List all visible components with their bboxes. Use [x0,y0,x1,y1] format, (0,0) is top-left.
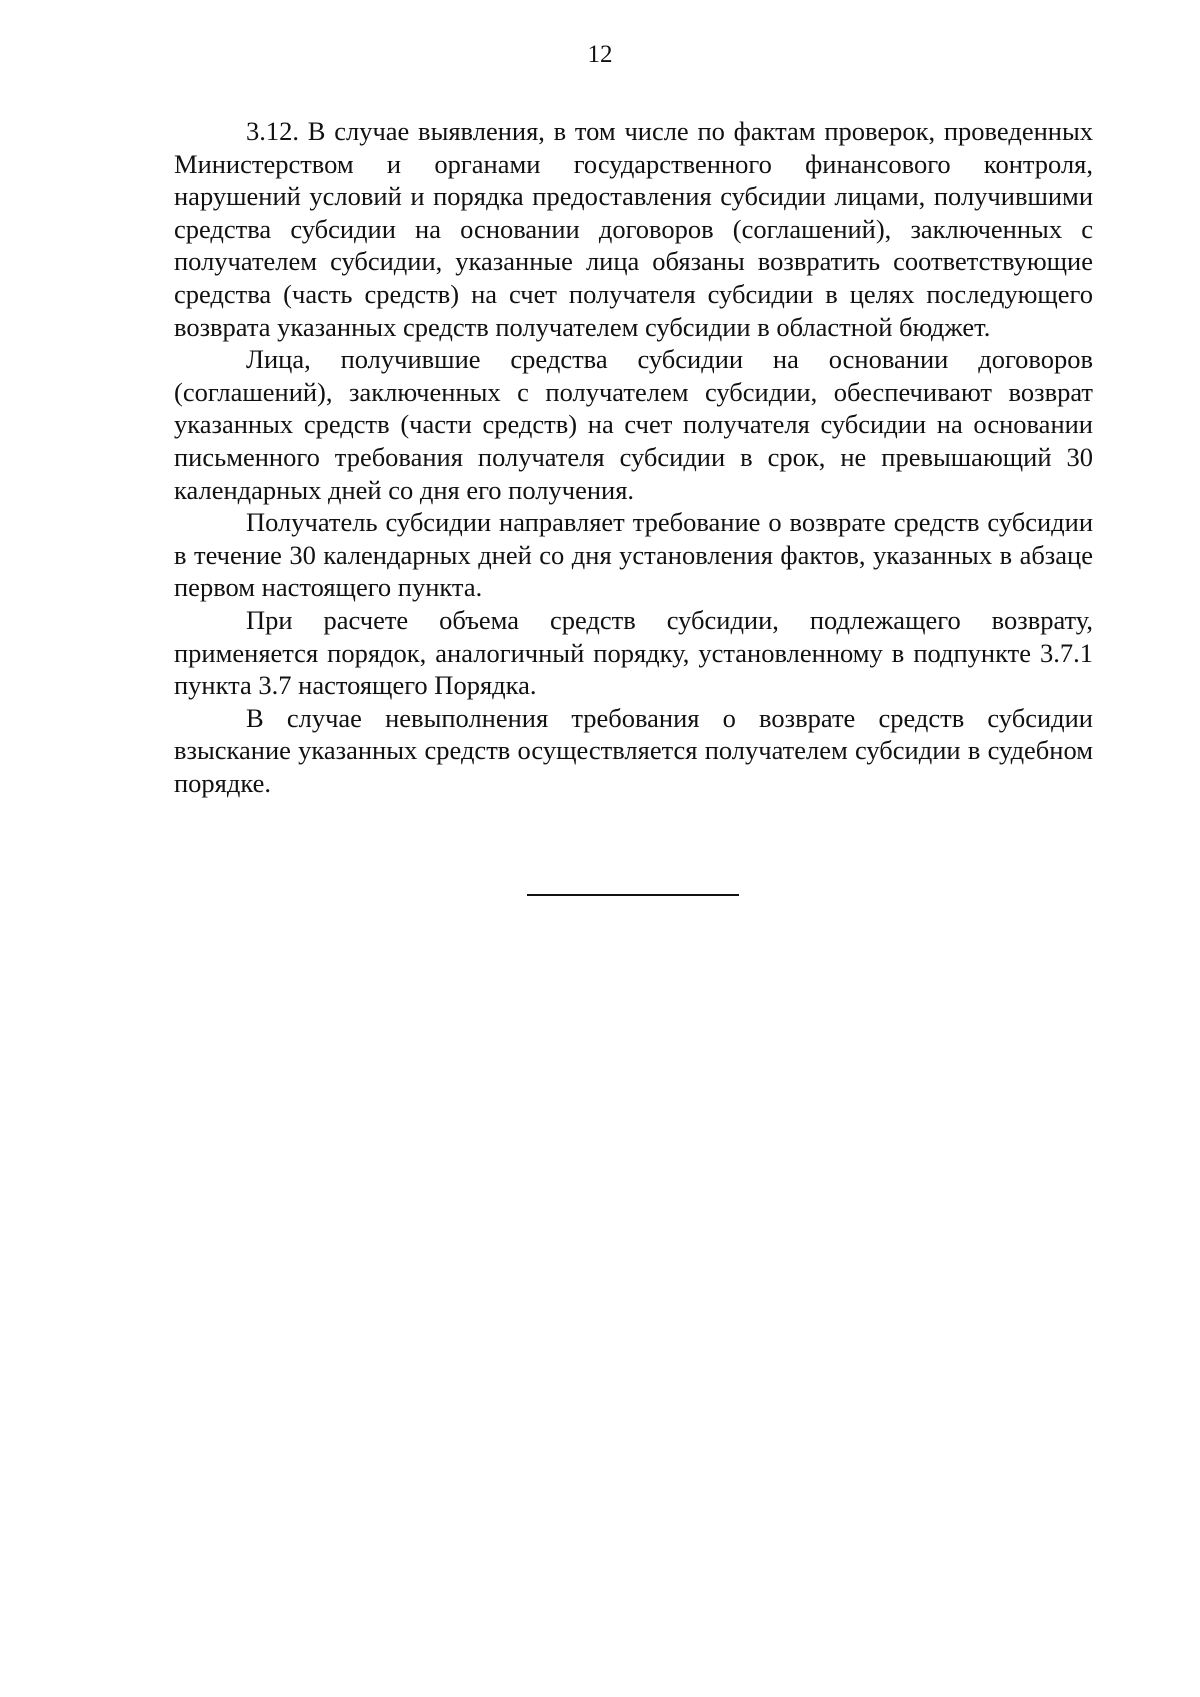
paragraph-return-demand: Получатель субсидии направляет требование о возврате средств субсидии в течение 30 календарных дней со дня установления фактов, указанных в абзаце первом настоящего пункта. [174,507,1093,603]
paragraph-3-12: 3.12. В случае выявления, в том числе по фактам проверок, проведенных Министерством и органами государственного финансового контроля, нарушений условий и порядка предоставления субсидии лицами, получившими средства субсидии на основании договоров (соглашений), заключенных с получателем субсидии, указанные лица обязаны возвратить соответствующие средства (часть средств) на счет получателя субсидии в целях последующего возврата указанных средств получателем субсидии в областной бюджет. [174,116,1093,342]
document-body [174,115,1093,799]
page-number: 12 [587,41,613,68]
end-separator-line [527,894,739,896]
paragraph-court-recovery: В случае невыполнения требования о возврате средств субсидии взыскание указанных средств осуществляется получателем субсидии в судебном порядке. [174,702,1093,798]
paragraph-calculation: При расчете объема средств субсидии, подлежащего возврату, применяется порядок, аналогичный порядку, установленному в подпункте 3.7.1 пункта 3.7 настоящего Порядка. [174,604,1093,701]
paragraph-recipients-return: Лица, получившие средства субсидии на основании договоров (соглашений), заключенных с получателем субсидии, обеспечивают возврат указанных средств (части средств) на счет получателя субсидии на основании письменного требования получателя субсидии в срок, не превышающий 30 календарных дней со дня его получения. [174,344,1093,505]
